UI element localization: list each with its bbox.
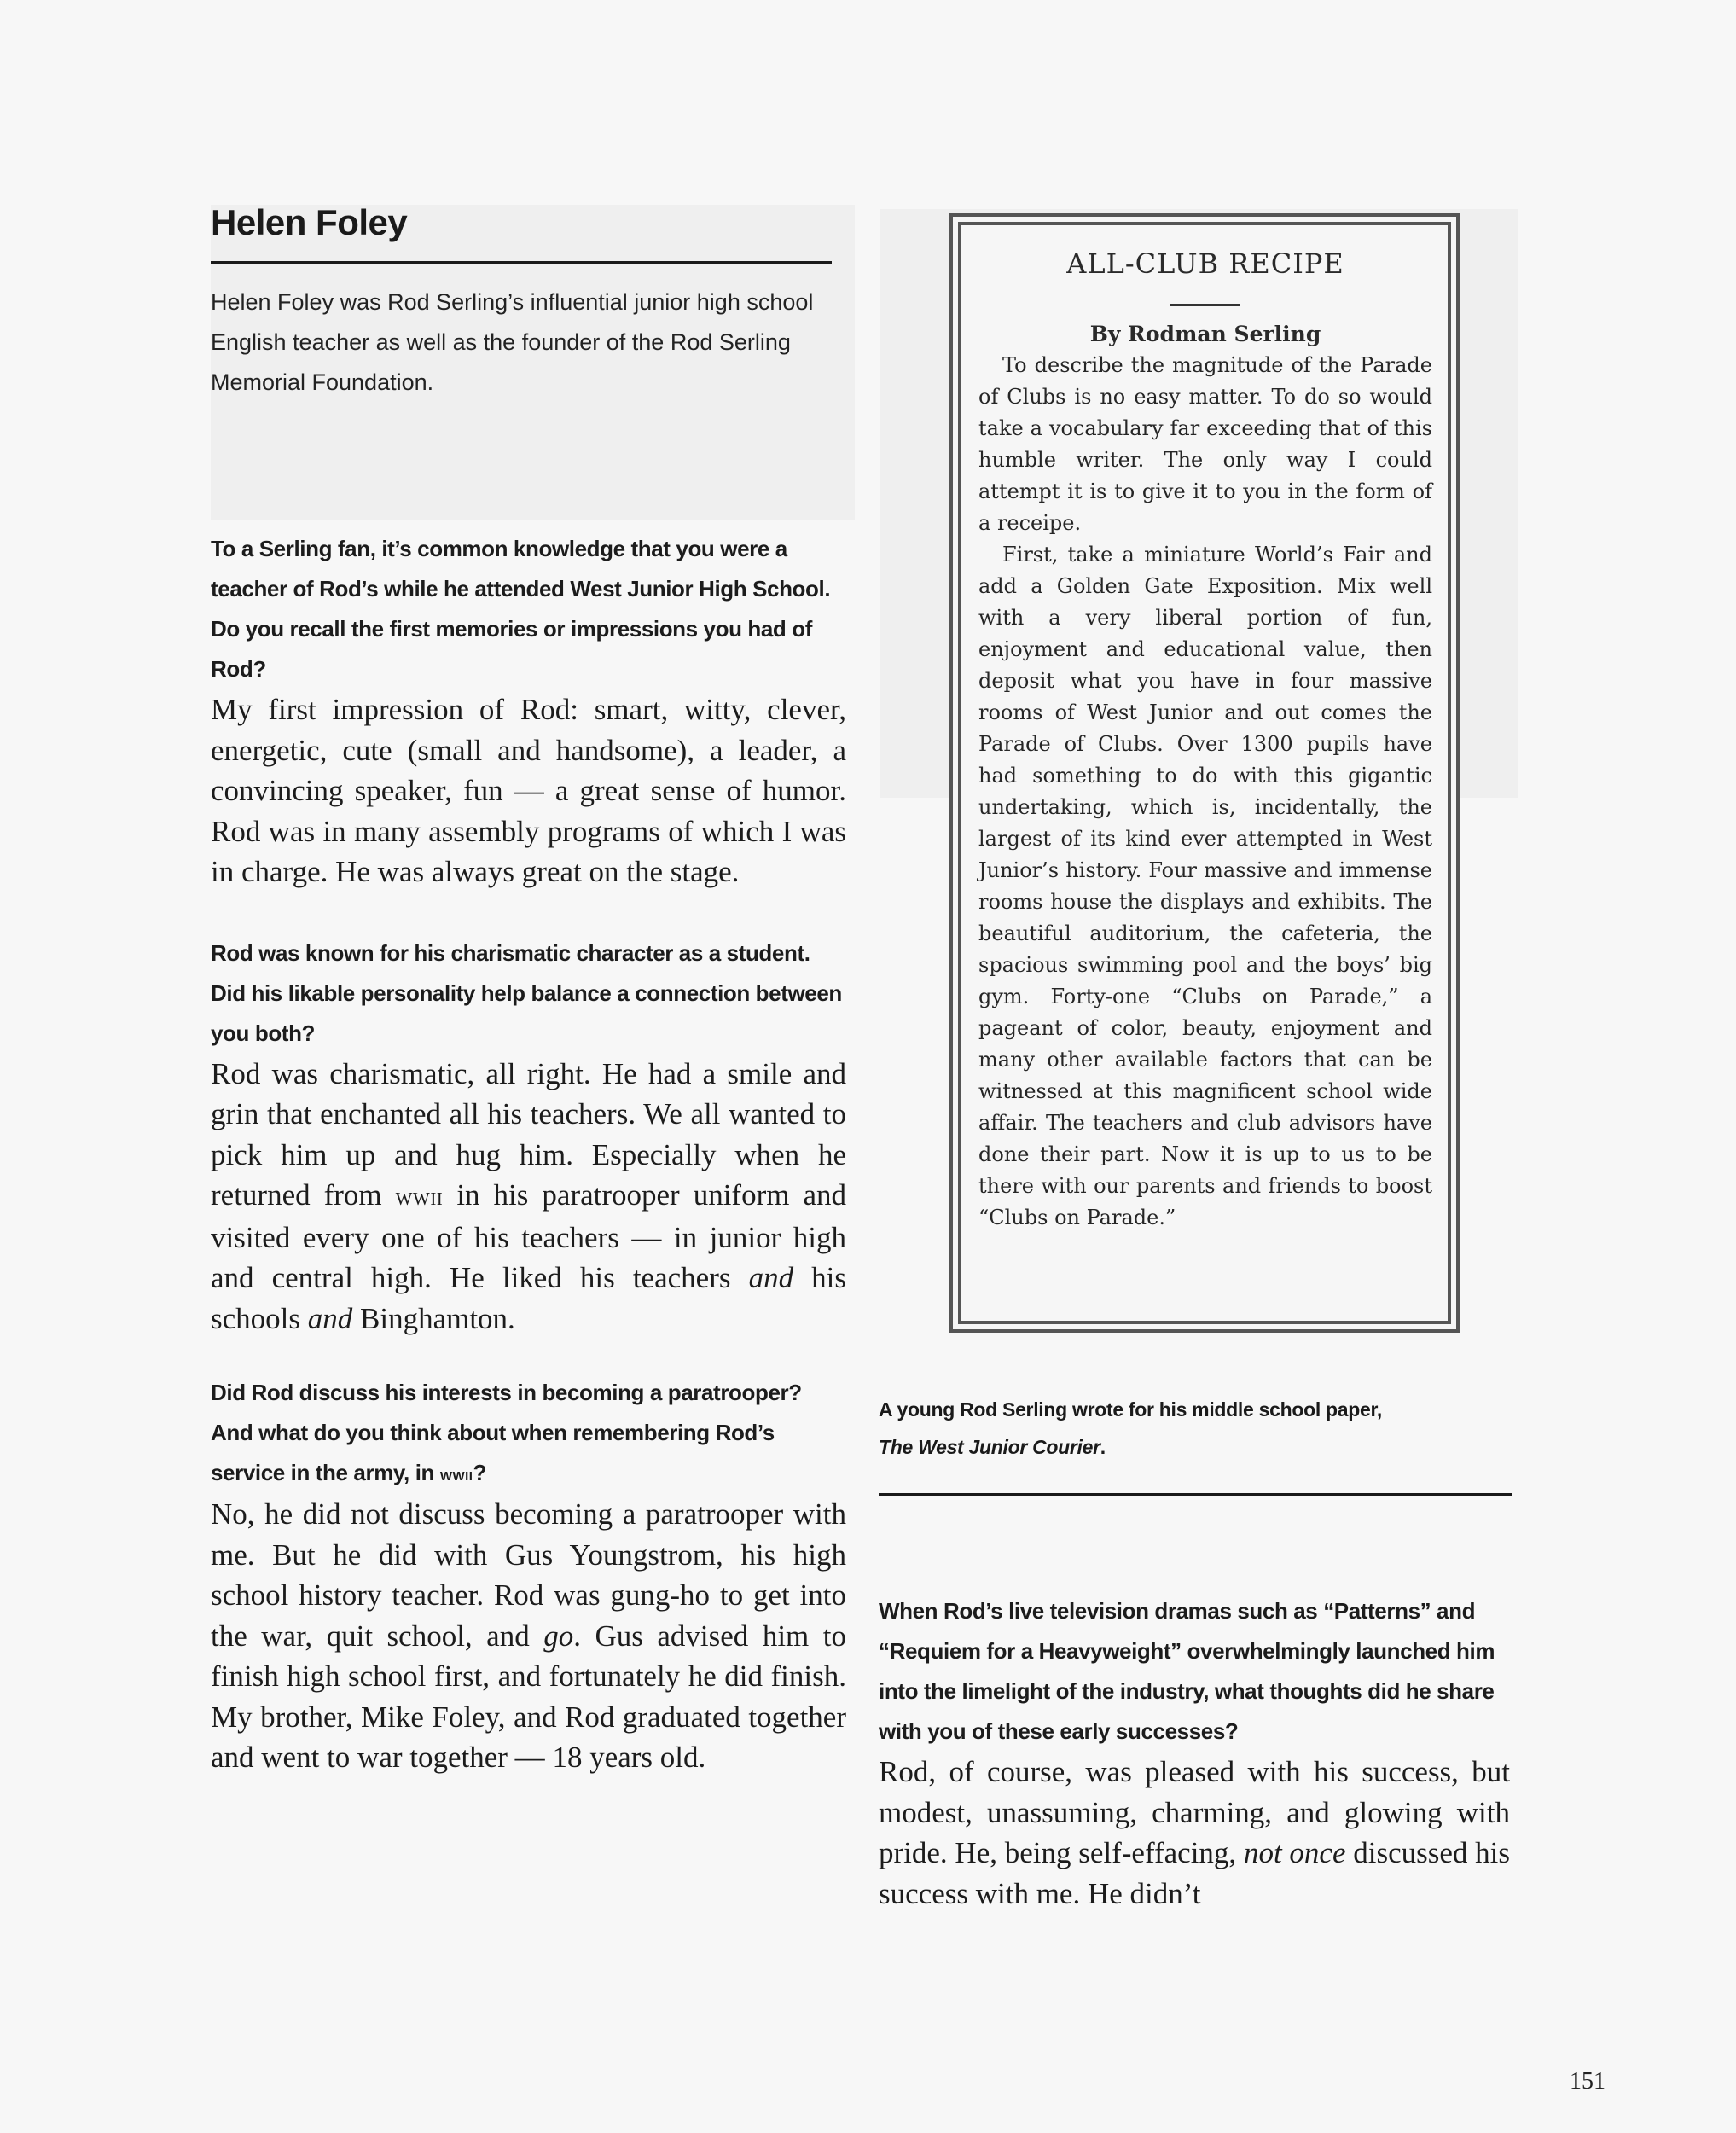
- qa-block-2: [211, 933, 846, 1340]
- clipping-body: [978, 350, 1432, 1234]
- qa-block-3: [211, 1373, 846, 1778]
- clipping-paragraph: First, take a miniature World’s Fair and add a Golden Gate Exposition. Mix well with a very liberal portion of fun, enjoyment and educational value, then deposit what you have in four massive rooms of West Junior and out comes the Parade of Clubs. Over 1300 pupils have had something to do with this gigantic undertaking, which is, incidentally, the largest of its kind ever attempted in West Junior’s history. Four massive and immense rooms house the displays and exhibits. The beautiful auditorium, the cafeteria, the spacious swimming pool and the boys’ big gym. Forty-one “Clubs on Parade,” a pageant of color, beauty, enjoyment and many other available factors that can be witnessed at this magnificent school wide affair. The teachers and club advisors have done their part. Now it is up to us to be there with our parents and friends to boost “Clubs on Parade.”: [978, 543, 1432, 1229]
- page-title: Helen Foley: [211, 202, 408, 242]
- question: When Rod’s live television dramas such as “Patterns” and “Requiem for a Heavyweight” overwhelmingly launched him into the limelight of the industry, what thoughts did he share with you of these early successes?: [879, 1598, 1495, 1744]
- clipping-paragraph: To describe the magnitude of the Parade of Clubs is no easy matter. To do so would take a vocabulary far exceeding that of this humble writer. The only way I could attempt it is to give it to you in the form of a receipe.: [978, 353, 1432, 535]
- clipping-rule: [1170, 304, 1240, 306]
- answer: My first impression of Rod: smart, witty, clever, energetic, cute (small and handsome), a leader, a convincing speaker, fun — a great sense of humor. Rod was in many assembly programs of which I was in charge. He was always great on the stage.: [211, 693, 846, 889]
- left-column: [211, 196, 846, 1778]
- newspaper-clipping: [949, 213, 1460, 1333]
- page-number: 151: [1570, 2068, 1605, 2095]
- answer: Rod, of course, was pleased with his success, but modest, unassuming, charming, and glowing with pride. He, being self-effacing, not once discussed his success with me. He didn’t: [879, 1755, 1511, 1910]
- question: Did Rod discuss his interests in becoming a paratrooper? And what do you think about when remembering Rod’s service in the army, in wwii?: [211, 1380, 802, 1486]
- answer: Rod was charismatic, all right. He had a smile and grin that enchanted all his teachers. We all wanted to pick him up and hug him. Especially when he returned from wwii in his paratrooper uniform and visited every one of his teachers — in junior high and central high. He liked his teachers and his schools and Binghamton.: [211, 1056, 847, 1335]
- publication-name: The West Junior Courier: [879, 1436, 1100, 1458]
- clipping-byline: By Rodman Serling: [1089, 322, 1321, 346]
- question: Rod was known for his charismatic character as a student. Did his likable personality help balance a connection between you both?: [211, 939, 842, 1046]
- intro-paragraph: Helen Foley was Rod Serling’s influential junior high school English teacher as well as the founder of the Rod Serling Memorial Foundation.: [211, 289, 814, 396]
- photo-caption: A young Rod Serling wrote for his middle school paper, The West Junior Courier.: [879, 1398, 1382, 1458]
- question: To a Serling fan, it’s common knowledge that you were a teacher of Rod’s while he attended West Junior High School. Do you recall the first memories or impressions you had of Rod?: [211, 536, 831, 683]
- qa-block-1: [211, 529, 846, 892]
- title-rule: [211, 261, 832, 264]
- clipping-inner-border: [958, 222, 1451, 1324]
- qa-block-4: [879, 1591, 1510, 1914]
- clipping-title: ALL-CLUB RECIPE: [1066, 247, 1344, 280]
- answer: No, he did not discuss becoming a paratrooper with me. But he did with Gus Youngstrom, his high school history teacher. Rod was gung-ho to get into the war, quit school, and go. Gus advised him to finish high school first, and fortunately he did finish. My brother, Mike Foley, and Rod graduated together and went to war together — 18 years old.: [211, 1497, 847, 1775]
- caption-rule: [879, 1493, 1512, 1496]
